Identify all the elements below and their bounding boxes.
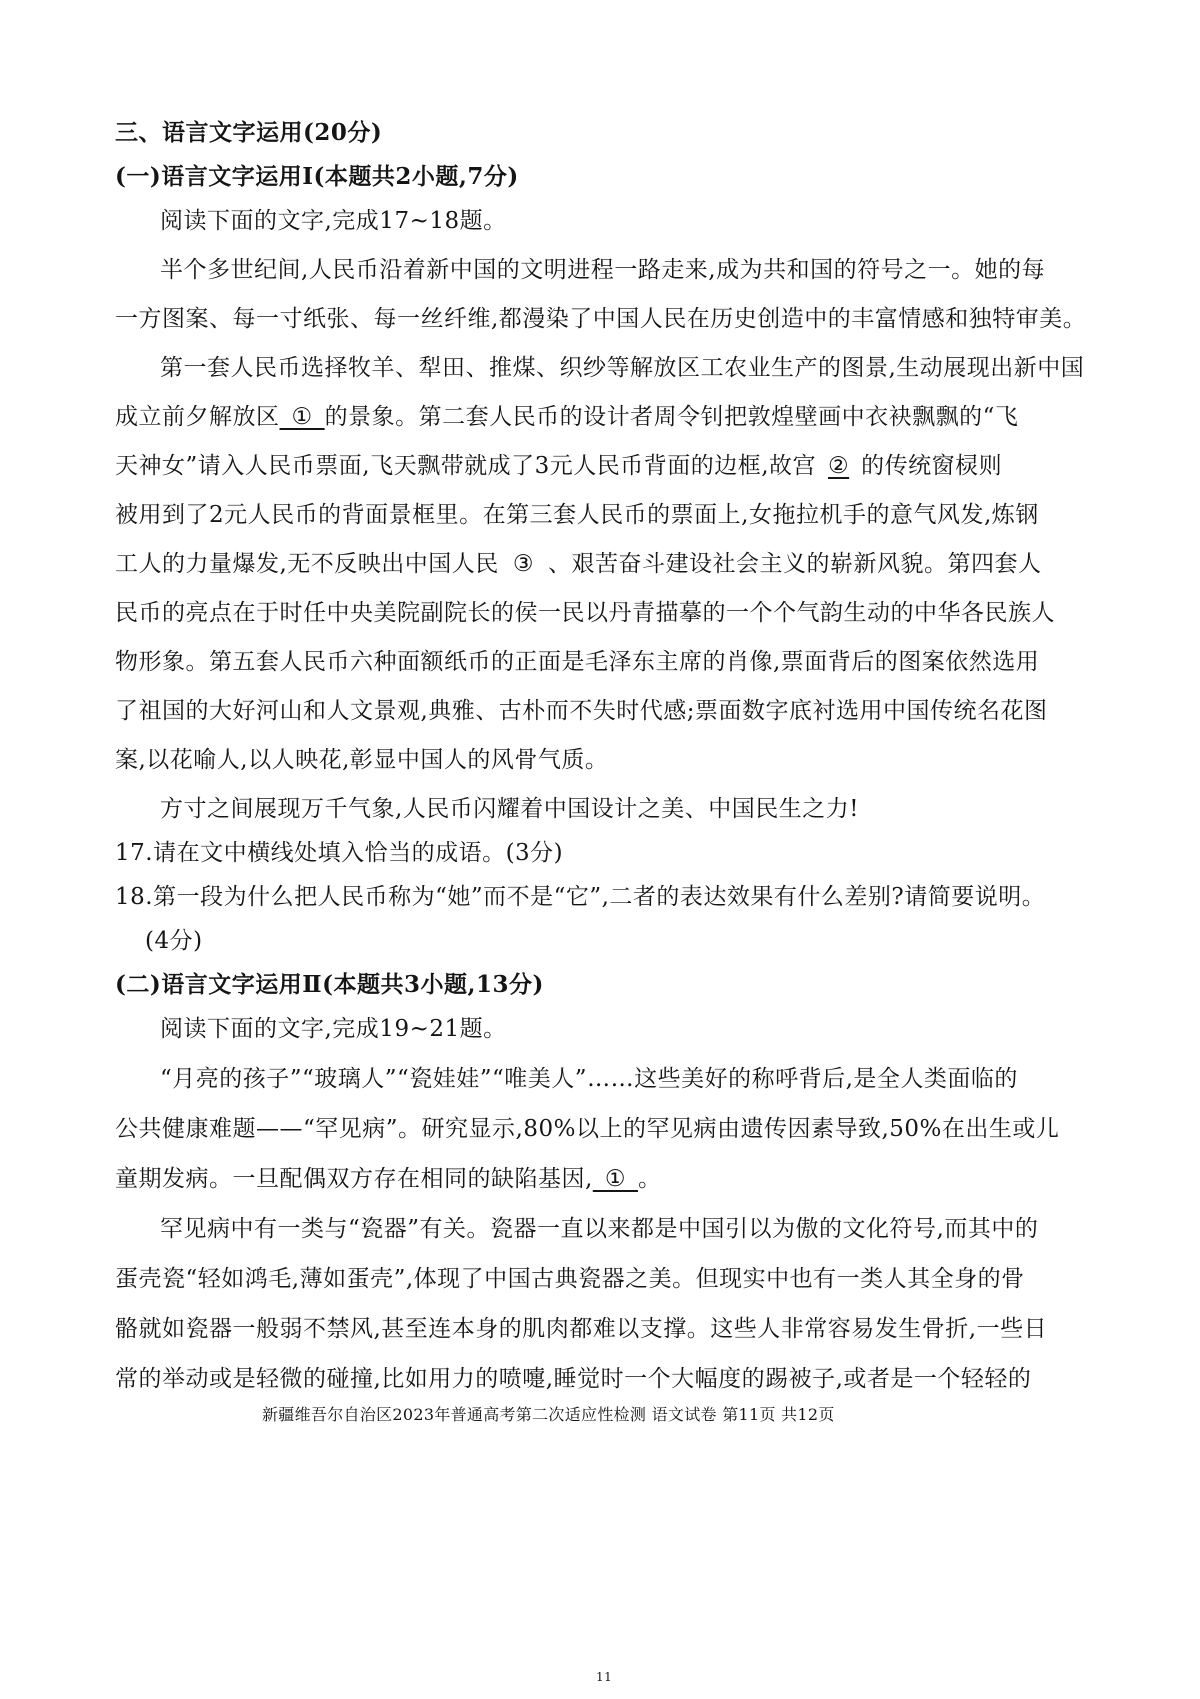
part1-paragraph-line: 被用到了2元人民币的背面景框里。在第三套人民币的票面上,女拖拉机手的意气风发,炼钢	[115, 502, 1039, 528]
part1-paragraph-line	[115, 449, 1002, 483]
section-title: 三、语言文字运用(20分)	[115, 119, 383, 146]
part1-paragraph-line	[115, 547, 1041, 581]
page-footer: 新疆维吾尔自治区2023年普通高考第二次适应性检测 语文试卷 第11页 共12页	[262, 1405, 835, 1424]
part1-title: (一)语言文字运用Ⅰ(本题共2小题,7分)	[115, 163, 519, 190]
page-number: 11	[596, 1670, 613, 1684]
part1-paragraph-line: 一方图案、每一寸纸张、每一丝纤维,都漫染了中国人民在历史创造中的丰富情感和独特审美。	[115, 306, 1087, 332]
part2-paragraph-line: 罕见病中有一类与“瓷器”有关。瓷器一直以来都是中国引以为傲的文化符号,而其中的	[160, 1216, 1039, 1242]
fill-blank-2: ②	[828, 453, 850, 479]
part1-paragraph-line: 民币的亮点在于时任中央美院副院长的侯一民以丹青描摹的一个个气韵生动的中华各民族人	[115, 600, 1055, 626]
part2-paragraph-line: 蛋壳瓷“轻如鸿毛,薄如蛋壳”,体现了中国古典瓷器之美。但现实中也有一类人其全身的骨	[115, 1266, 1025, 1292]
text-segment: 、艰苦奋斗建设社会主义的崭新风貌。第四套人	[547, 551, 1042, 577]
text-segment: 的传统窗棂则	[861, 453, 1003, 479]
part1-paragraph-line: 第一套人民币选择牧羊、犁田、推煤、织纱等解放区工农业生产的图景,生动展现出新中国	[160, 355, 1085, 381]
part1-paragraph-line: 了祖国的大好河山和人文景观,典雅、古朴而不失时代感;票面数字底衬选用中国传统名花图	[115, 698, 1048, 724]
text-segment: 的景象。第二套人民币的设计者周令钊把敦煌壁画中衣袂飘飘的“飞	[324, 404, 1019, 430]
part1-paragraph-line: 半个多世纪间,人民币沿着新中国的文明进程一路走来,成为共和国的符号之一。她的每	[160, 257, 1046, 283]
part1-instruction: 阅读下面的文字,完成17~18题。	[160, 208, 507, 234]
part1-paragraph-line	[115, 400, 1018, 434]
text-segment: 成立前夕解放区	[115, 404, 280, 430]
question-18-score: (4分)	[145, 928, 203, 954]
fill-blank-1: _①_	[279, 404, 325, 430]
part1-paragraph-line: 物形象。第五套人民币六种面额纸币的正面是毛泽东主席的肖像,票面背后的图案依然选用	[115, 649, 1040, 675]
part2-paragraph-line: “月亮的孩子”“玻璃人”“瓷娃娃”“唯美人”……这些美好的称呼背后,是全人类面临的	[160, 1066, 1018, 1092]
text-segment: 天神女”请入人民币票面,飞天飘带就成了3元人民币背面的边框,故宫	[115, 453, 817, 479]
part2-paragraph-line: 骼就如瓷器一般弱不禁风,甚至连本身的肌肉都难以支撑。这些人非常容易发生骨折,一些日	[115, 1316, 1048, 1342]
question-18: 18.第一段为什么把人民币称为“她”而不是“它”,二者的表达效果有什么差别?请简要说明。	[115, 884, 1046, 910]
part1-paragraph-line: 方寸之间展现万千气象,人民币闪耀着中国设计之美、中国民生之力!	[160, 796, 860, 822]
question-17: 17.请在文中横线处填入恰当的成语。(3分)	[115, 840, 564, 866]
fill-blank-3: ③	[512, 551, 534, 577]
part2-instruction: 阅读下面的文字,完成19~21题。	[160, 1016, 507, 1042]
fill-blank-1: _①_	[592, 1166, 638, 1192]
part2-paragraph-line: 常的举动或是轻微的碰撞,比如用力的喷嚏,睡觉时一个大幅度的踢被子,或者是一个轻轻的	[115, 1366, 1032, 1392]
part1-paragraph-line: 案,以花喻人,以人映花,彰显中国人的风骨气质。	[115, 747, 609, 773]
part2-paragraph-line: 公共健康难题——“罕见病”。研究显示,80%以上的罕见病由遗传因素导致,50%在出生或儿	[115, 1116, 1060, 1142]
part2-paragraph-line	[115, 1162, 661, 1196]
part2-title: (二)语言文字运用Ⅱ(本题共3小题,13分)	[115, 971, 544, 998]
text-segment: 工人的力量爆发,无不反映出中国人民	[115, 551, 499, 577]
text-segment: 童期发病。一旦配偶双方存在相同的缺陷基因,	[115, 1166, 593, 1192]
text-segment: 。	[637, 1166, 662, 1192]
